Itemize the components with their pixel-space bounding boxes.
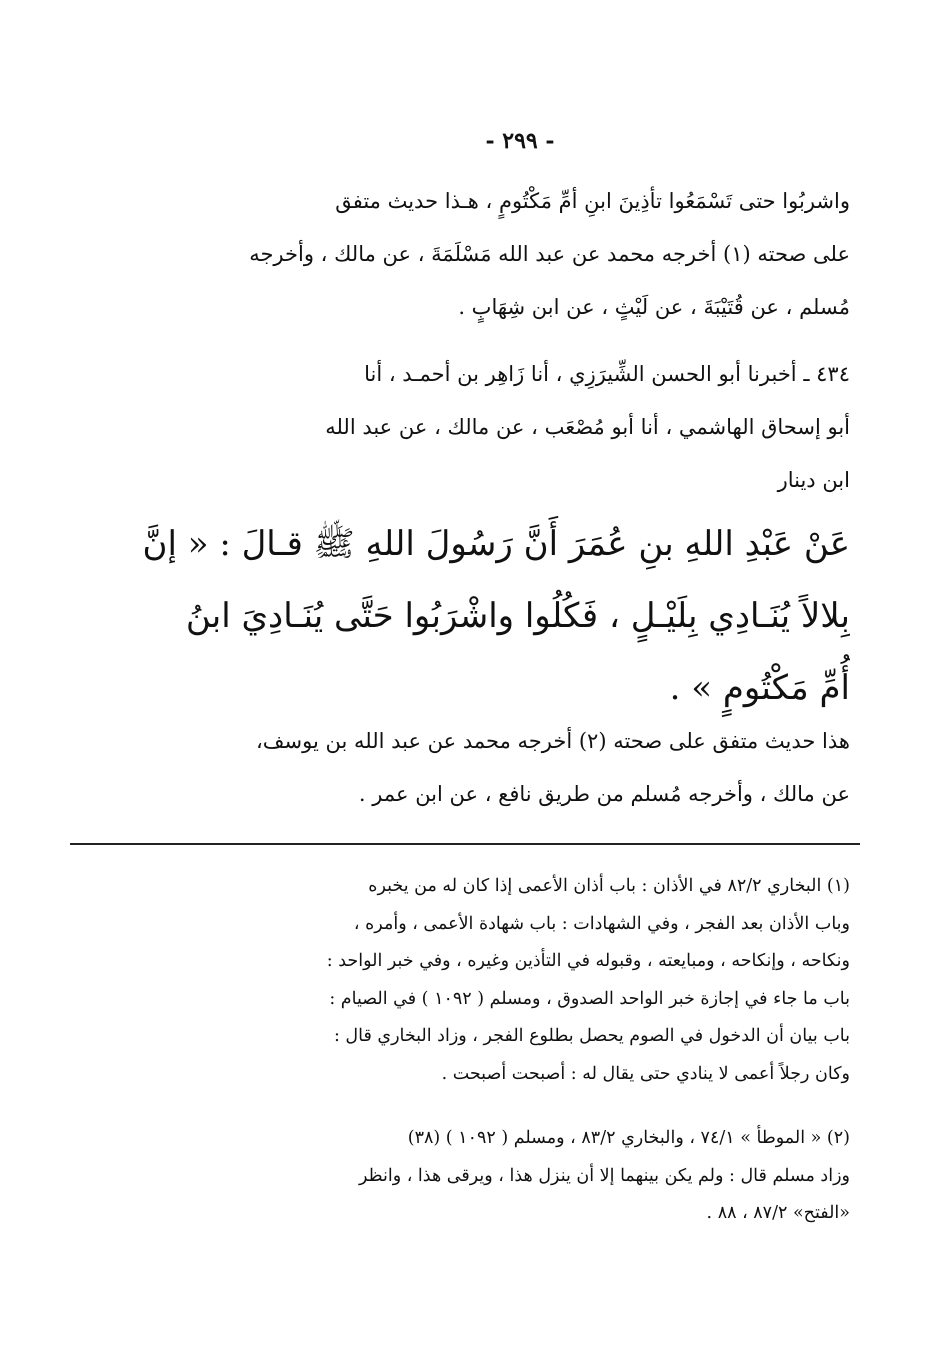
paragraph-isnad-434 xyxy=(70,348,850,507)
text-line: ٤٣٤ ـ أخبرنا أبو الحسن الشِّيرَزِي ، أنا زَاهِر بن أحمـد ، أنا xyxy=(364,362,850,386)
hadith-line: عَنْ عَبْدِ اللهِ بنِ عُمَرَ أَنَّ رَسُولَ اللهِ ﷺ قـالَ : « إنَّ xyxy=(142,524,850,564)
text-line: ابن دينار xyxy=(777,468,850,492)
text-line: عن مالك ، وأخرجه مُسلم من طريق نافع ، عن ابن عمر . xyxy=(358,782,850,806)
footnote-line: باب بيان أن الدخول في الصوم يحصل بطلوع الفجر ، وزاد البخاري قال : xyxy=(333,1026,850,1046)
text-line: على صحته (١) أخرجه محمد عن عبد الله مَسْلَمَةَ ، عن مالك ، وأخرجه xyxy=(249,242,850,266)
text-line: واشربُوا حتى تَسْمَعُوا تأذِينَ ابنِ أمِّ مَكْتُومٍ ، هـذا حديث متفق xyxy=(335,189,850,213)
hadith-line: أُمِّ مَكْتُومٍ » . xyxy=(669,668,850,708)
footnote-2 xyxy=(70,1120,850,1233)
footnote-line: (١) البخاري ٨٢/٢ في الأذان : باب أذان الأعمى إذا كان له من يخبره xyxy=(368,876,850,896)
footnote-divider xyxy=(70,843,860,845)
hadith-line: بِلالاً يُنَـادِي بِلَيْـلٍ ، فَكُلُوا واشْرَبُوا حَتَّى يُنَـادِيَ ابنُ xyxy=(185,596,850,636)
footnote-line: (٢) « الموطأ » ٧٤/١ ، والبخاري ٨٣/٢ ، ومسلم ( ١٠٩٢ ) (٣٨) xyxy=(407,1128,850,1148)
paragraph-continuation xyxy=(70,175,850,334)
paragraph-takhrij xyxy=(70,715,850,821)
footnote-line: ونكاحه ، وإنكاحه ، ومبايعته ، وقبوله في التأذين وغيره ، وفي خبر الواحد : xyxy=(326,951,850,971)
page-number: - ٢٩٩ - xyxy=(485,128,555,154)
footnote-line: وكان رجلاً أعمى لا ينادي حتى يقال له : أصبحت أصبحت . xyxy=(441,1063,850,1084)
footnote-line: وزاد مسلم قال : ولم يكن بينهما إلا أن ينزل هذا ، ويرقى هذا ، وانظر xyxy=(358,1165,850,1186)
text-line: أبو إسحاق الهاشمي ، أنا أبو مُصْعَب ، عن مالك ، عن عبد الله xyxy=(325,415,850,439)
footnote-line: وباب الأذان بعد الفجر ، وفي الشهادات : باب شهادة الأعمى ، وأمره ، xyxy=(353,913,850,934)
text-line: مُسلم ، عن قُتَيْبَةَ ، عن لَيْثٍ ، عن ابن شِهَابٍ . xyxy=(458,295,850,319)
hadith-text xyxy=(70,508,850,724)
text-line: هذا حديث متفق على صحته (٢) أخرجه محمد عن عبد الله بن يوسف، xyxy=(256,729,850,753)
footnote-line: باب ما جاء في إجازة خبر الواحد الصدوق ، ومسلم ( ١٠٩٢ ) في الصيام : xyxy=(329,988,850,1009)
footnote-1 xyxy=(70,868,850,1093)
footnote-line: «الفتح» ٨٧/٢ ، ٨٨ . xyxy=(706,1203,850,1223)
